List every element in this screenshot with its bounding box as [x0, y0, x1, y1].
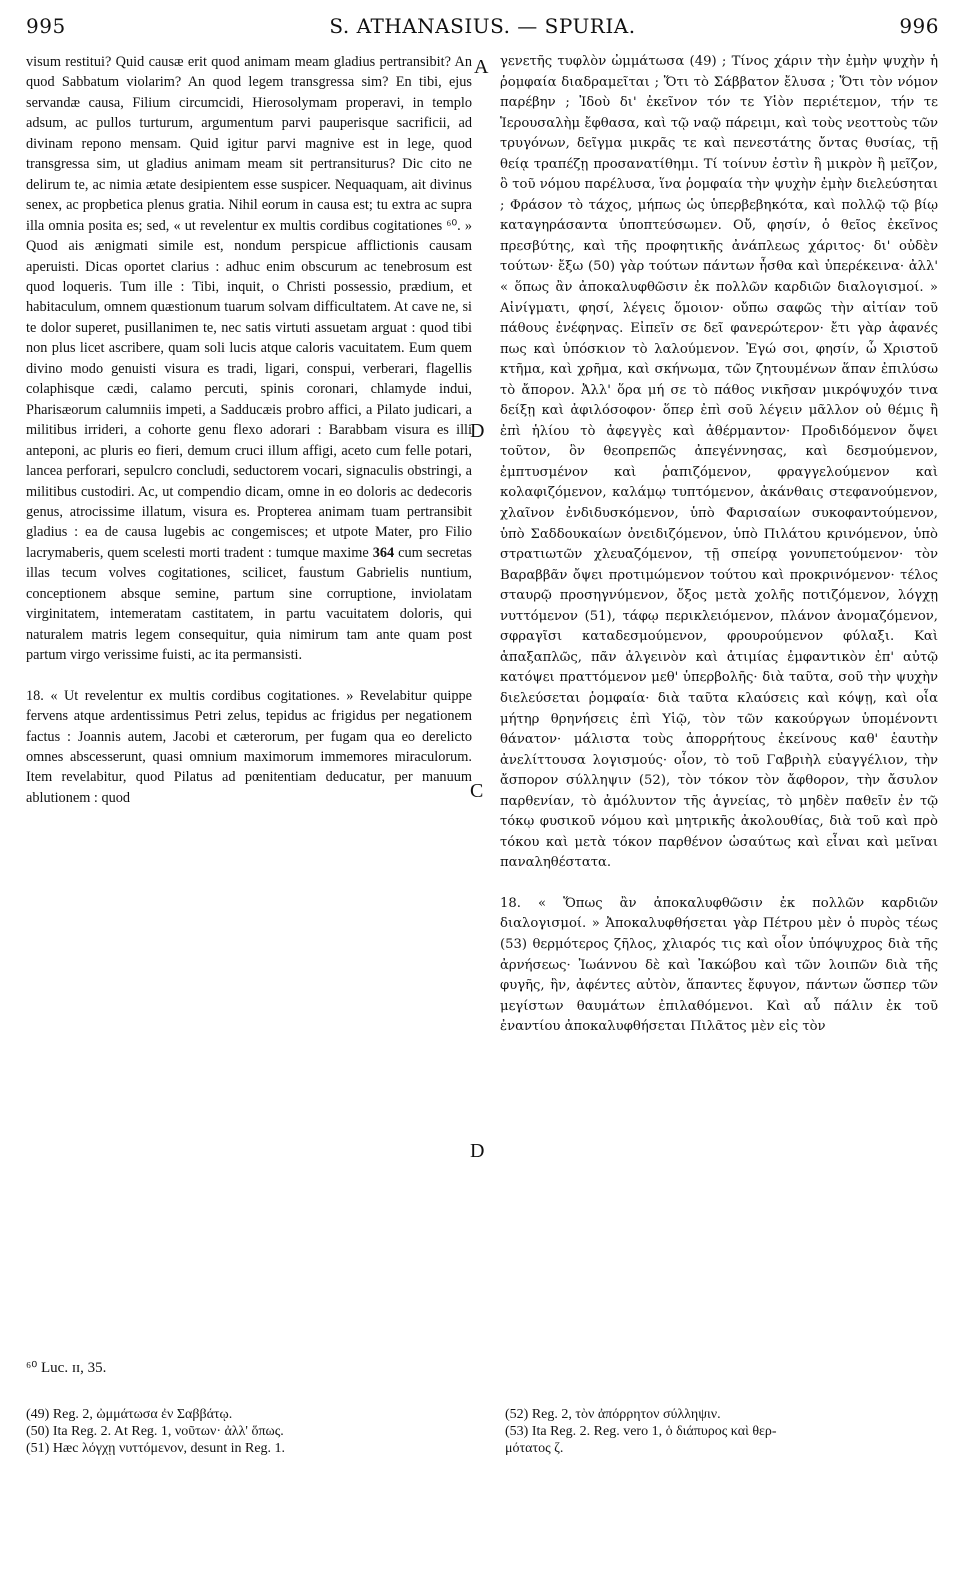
latin-column	[26, 52, 472, 808]
greek-column	[500, 52, 938, 1038]
folio-number: 364	[372, 544, 395, 561]
page-number-left: 995	[26, 14, 66, 38]
footnote-49: (49) Reg. 2, ὠμμάτωσα ἐν Σαββάτῳ.	[26, 1407, 233, 1422]
margin-letter-d: D	[470, 420, 485, 442]
margin-letter-d-second: D	[470, 1140, 485, 1162]
footnotes-left	[26, 1406, 476, 1457]
footnote-52: (52) Reg. 2, τὸν ἀπόρρητον σύλληψιν.	[505, 1407, 721, 1422]
latin-paragraph-1-tail: cum secretas illas tecum volves cogitationes, scilicet, faustum Gabrielis nuntium, conceptionem absque semine, partum sine corruptione, inviolatam virginitatem, intemeratam castitatem, in partu vacuitatem doloris, qui naturalem matris legem consequitur, quia nimirum tam ante quam post partum virgo verissime fuisti, ac ita permansisti.	[26, 544, 472, 664]
latin-paragraph-1-text: visum restitui? Quid causæ erit quod animam meam gladius pertransibit? An quod Sabbatum violarim? An quod legem transgressa sim? En tibi, ejus servandæ causa, Filium circumcidi, Hierosolymam properavi, in templo adsum, ac pullos turturum, argumentum parvi pauperisque sacrificii, ad divinam repono mensam. Quid igitur parvi magnive est in lege, quod transgressa sim, ut gladius animam meam sit pertransiturus? Dic cito ne delirum te, ac nimia ætate desipientem esse suspicer. Nequaquam, ait divinus senex, ac propbetica plenus gratia. Nihil eorum in causa est; tu extra ac supra illa omnia posita es; sed, « ut revelentur ex multis cordibus cogitationes ⁶⁰. » Quod ais ænigmati simile est, nondum perspicue afflictionis causam aperuisti. Dicas oportet clarius : adhuc enim obscurum ac tenebrosum est quod loqueris. Tum ille : Tibi, inquit, o Christi possessio, prædium, et habitaculum, omnem quæstionum tuarum solvam difficultatem. At cave ne, si te dolor superet, pusillanimen te, nec satis virtuti assuetam arguat : quod tibi non plus licet ascribere, quam soli lucis atque caloris vacuitatem. Eum quem divino modo genuisti visura es tradi, ligari, conspui, verberari, flagellis colaphisque cædi, calamo percuti, spinis coronari, chlamyde indui, Pharisæorum calumniis impeti, a Sadducæis probro affici, a Pilato judicari, a militibus irrideri, a cohorte genu flexo adorari : Barabbam visura es illi anteponi, ac pluris eo fieri, demum cruci illum affigi, aceto cum felle potari, lancea perforari, sepulcro concludi, seductorem vocari, signaculis obstringi, a militibus custodiri. Ac, ut compendio dicam, omne in eo doloris ac dedecoris genus, atrocissime illatum, visura es. Propterea animam tuam pertransibit gladius : ea de causa lugebis ac congemisces; et utpote Mater, pro Filio lacrymaberis, quem scelesti morti tradent : tumque maxime	[26, 54, 472, 561]
footnote-51: (51) Hæc λόγχῃ νυττόμενον, desunt in Reg. 1.	[26, 1441, 286, 1456]
footnote-53-continuation: μότατος ζ.	[505, 1441, 564, 1456]
footnote-53: (53) Ita Reg. 2. Reg. vero 1, ὁ διάπυρος καὶ θερ-	[505, 1424, 777, 1439]
footnotes-right	[505, 1406, 935, 1457]
running-header	[26, 14, 939, 46]
footnote-60: ⁶⁰ Luc. ɪɪ, 35.	[26, 1360, 107, 1376]
footnote-50: (50) Ita Reg. 2. At Reg. 1, νοῦτων· ἀλλ' ὅπως.	[26, 1424, 284, 1439]
page-number-right: 996	[899, 14, 939, 38]
margin-letter-c: C	[470, 780, 484, 802]
margin-letter-a: A	[474, 56, 489, 78]
running-title: S. ATHANASIUS. — SPURIA.	[329, 14, 636, 38]
greek-paragraph-1: γενετῆς τυφλὸν ὠμμάτωσα (49) ; Τίνος χάριν τὴν ἐμὴν ψυχὴν ἡ ῥομφαία διαδραμεῖται ; Ὅτι τὸ Σάββατον ἔλυσα ; Ὅτι τὸν νόμον παρέβην ; Ἰδοὺ δι' ἐκεῖνον τόν τε Υἱὸν περιέτεμον, τήν τε Ἱερουσαλὴμ ἔφθασα, καὶ τῷ ναῷ πάρειμι, καὶ τοὺς νεοττοὺς τῶν τρυγόνων, δεῖγμα μικρᾶς τε καὶ πενεστάτης ὄντας θυσίας, τῇ θείᾳ τραπέζῃ προσανατίθημι. Τί τοίνυν ἐστὶν ἢ μικρὸν ἢ μεῖζον, ὃ τοῦ νόμου παρέλυσα, ἵνα ῥομφαία τὴν ψυχὴν ἐμὴν διελεύσηται ; Φράσον τὸ τάχος, μήπως ὡς ὑπερβεβηκότα, καὶ πολλῷ τῷ βίῳ καταγηράσαντα ὑποπτεύσωμεν. Οὔ, φησίν, ὁ θεῖος ἐκεῖνος πρεσβύτης, καὶ τῆς προφητικῆς ἀνάπλεως χάριτος· δι' οὐδὲν τούτων· ἔξω (50) γὰρ τούτων πάντων ἦσθα καὶ ὑπερέκεινα· ἀλλ' « ὅπως ἂν ἀποκαλυφθῶσιν ἐκ πολλῶν καρδιῶν διαλογισμοί. » Αἰνίγματι, φησί, λέγεις ὅμοιον· οὔπω σαφῶς τὴν αἰτίαν τοῦ πάθους ἐνέφηνας. Εἰπεῖν σε δεῖ φανερώτερον· ἔτι γὰρ ἀφανές πως καὶ ὑπόσκιον τὸ λαλούμενον. Ἐγώ σοι, φησίν, ὦ Χριστοῦ κτῆμα, καὶ χρῆμα, καὶ σκήνωμα, τῶν ζητουμένων ἅπαν ἐπιλύσω τὸ ἄπορον. Ἀλλ' ὅρα μή σε τὸ πάθος νικῆσαν μικρόψυχόν τινα δείξῃ καὶ ἀφιλόσοφον· ὅπερ ἐπὶ σοῦ λέγειν μᾶλλον οὐ θέμις ἢ ἐπὶ ἡλίου τὸ ἀφεγγὲς καὶ ἀθέρμαντον· Προδιδόμενον ὄψει τοῦτον, ὃν θεοπρεπῶς ἀπεγέννησας, καὶ δεσμούμενον, ἐμπτυσμένον καὶ ῥαπιζόμενον, φραγγελούμενον καὶ κολαφιζόμενον, καλάμῳ τυπτόμενον, ἀκάνθαις στεφανούμενον, χλαῖνον ἐνδιδυσκόμενον, ὑπὸ Φαρισαίων συκοφαντούμενον, ὑπὸ Σαδδουκαίων ὀνειδιζόμενον, ὑπὸ Πιλάτου κρινόμενον, ὑπὸ στρατιωτῶν χλευαζόμενον, τῇ σπείρᾳ γονυπετούμενον· τὸν Βαραββᾶν ὄψει προτιμώμενον τούτου καὶ προκρινόμενον· τέλος σταυρῷ προσηγνύμενον, ὄξος μετὰ χολῆς ποτιζόμενον, λόγχῃ νυττόμενον (51), τάφῳ περικλειόμενον, πλάνον ἀνομαζόμενον, σφραγῖσι καταδεσμούμενον, φρουρούμενον φύλαξι. Καὶ ἁπαξαπλῶς, πᾶν ἀλγεινὸν καὶ ἀτιμίας ἐμφαντικὸν ἐπ' αὐτῷ κατόψει πραττόμενον μεθ' ὑπερβολῆς· διὰ ταῦτα, σοῦ τὴν ψυχὴν διελεύσεται ῥομφαία· διὰ ταῦτα κλαύσεις καὶ κόψῃ, καὶ οἷα μήτηρ θρηνήσεις ἐπὶ Υἱῷ, τὸν τῶν κακούργων ὑπομένοντι θάνατον· μάλιστα τοὺς ἀπορρήτους ἐκείνους καθ' ἑαυτὴν ἀνελίττουσα λογισμούς· οἷον, τὸ τοῦ Γαβριὴλ εὐαγγέλιον, τὴν ἄσπορον σύλληψιν (52), τὸν τόκον τὸν ἄφθορον, τὴν ἄσυλον παρθενίαν, τὸ ἀμόλυντον τῆς ἁγνείας, τὸ μηδὲν παθεῖν ἐν τῷ τόκῳ φυσικοῦ νόμου καὶ μητρικῆς ἀκολουθίας, διὰ τοῦ καὶ πρὸ τόκου καὶ μετὰ τόκον παρθένον ὡσαύτως καὶ εἶναι καὶ μεῖναι παναληθέστατα.	[500, 54, 938, 871]
latin-paragraph-1	[26, 52, 472, 666]
greek-paragraph-2: 18. « Ὅπως ἂν ἀποκαλυφθῶσιν ἐκ πολλῶν καρδιῶν διαλογισμοί. » Ἀποκαλυφθήσεται γὰρ Πέτρου μὲν ὁ πυρὸς τέως (53) θερμότερος ζῆλος, χλιαρός τις καὶ οἷον ὑπόψυχρος διὰ τῆς ἀρνήσεως· Ἰωάννου δὲ καὶ Ἰακώβου καὶ τῶν λοιπῶν διὰ τῆς φυγῆς, ἣν, ἀφέντες αὐτὸν, ἅπαντες ἔφυγον, πάντων ὥσπερ τῶν μεγίστων θαυμάτων ἐπιλαθόμενοι. Καὶ αὖ πάλιν ἐκ τοῦ ἐναντίου ἀποκαλυφθήσεται Πιλᾶτος μὲν εἰς τὸν	[500, 895, 938, 1035]
latin-paragraph-2: 18. « Ut revelentur ex multis cordibus cogitationes. » Revelabitur quippe fervens atque ardentissimus Petri zelus, tepidus ac frigidus per negationem factus : Joannis autem, Jacobi et cæterorum, per fugam qua eo derelicto omnes abscesserunt, quasi omnium maximorum immemores miraculorum. Item revelabitur, quod Pilatus ad pœnitentiam deducatur, per manuum ablutionem : quod	[26, 687, 472, 806]
